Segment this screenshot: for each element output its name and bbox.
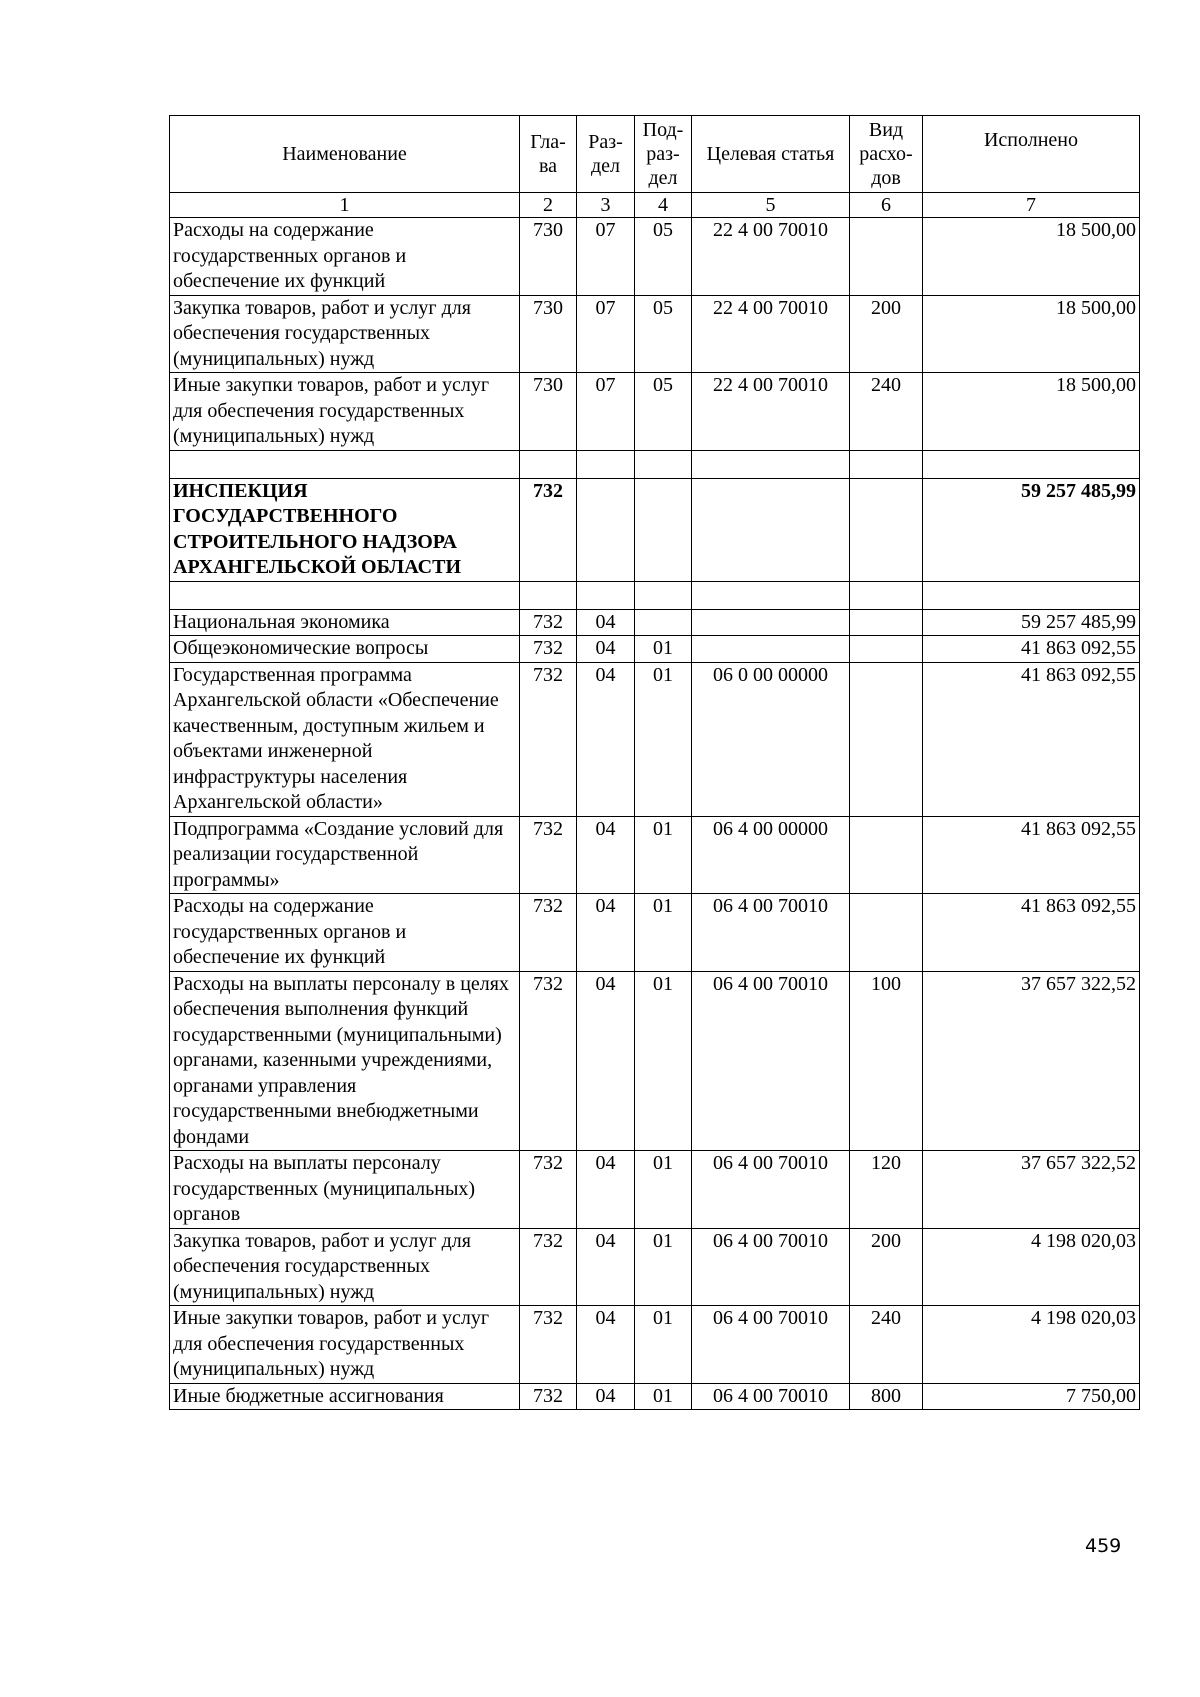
cell-name: Расходы на выплаты персоналу государственных (муниципальных) органов bbox=[170, 1151, 520, 1229]
cell-glava: 732 bbox=[520, 478, 577, 581]
cell-vid bbox=[850, 450, 923, 478]
cell-vid: 240 bbox=[850, 373, 923, 451]
cell-name: Расходы на выплаты персоналу в целях обеспечения выполнения функций государственными (муниципальными) органами, казенными учреждениями, органами управления государственными внебюджетными фондами bbox=[170, 971, 520, 1151]
cell-glava: 732 bbox=[520, 1151, 577, 1229]
cell-razdel: 07 bbox=[577, 218, 635, 296]
header-done: Исполнено bbox=[923, 116, 1140, 193]
cell-glava: 732 bbox=[520, 636, 577, 663]
cell-amount: 7 750,00 bbox=[923, 1383, 1140, 1410]
cell-podrazdel bbox=[635, 581, 692, 609]
header-target: Целевая статья bbox=[692, 116, 850, 193]
cell-podrazdel: 01 bbox=[635, 1228, 692, 1306]
table-row bbox=[170, 295, 1140, 373]
cell-amount: 37 657 322,52 bbox=[923, 1151, 1140, 1229]
blank-row bbox=[170, 581, 1140, 609]
cell-razdel: 04 bbox=[577, 1151, 635, 1229]
cell-glava: 732 bbox=[520, 816, 577, 894]
cell-razdel: 07 bbox=[577, 373, 635, 451]
cell-target: 06 0 00 00000 bbox=[692, 662, 850, 816]
cell-vid: 240 bbox=[850, 1306, 923, 1384]
table-row bbox=[170, 1228, 1140, 1306]
header-razdel: Раз- дел bbox=[577, 116, 635, 193]
cell-name: Государственная программа Архангельской области «Обеспечение качественным, доступным жильем и объектами инженерной инфраструктуры населения Архангельской области» bbox=[170, 662, 520, 816]
table-row bbox=[170, 816, 1140, 894]
cell-vid: 200 bbox=[850, 1228, 923, 1306]
cell-target: 06 4 00 70010 bbox=[692, 1228, 850, 1306]
cell-vid bbox=[850, 218, 923, 296]
cell-target: 06 4 00 70010 bbox=[692, 1306, 850, 1384]
cell-target: 22 4 00 70010 bbox=[692, 295, 850, 373]
cell-glava: 732 bbox=[520, 1228, 577, 1306]
cell-glava: 732 bbox=[520, 1383, 577, 1410]
cell-vid bbox=[850, 894, 923, 972]
cell-glava: 730 bbox=[520, 218, 577, 296]
column-number: 6 bbox=[850, 193, 923, 218]
cell-name: ИНСПЕКЦИЯ ГОСУДАРСТВЕННОГО СТРОИТЕЛЬНОГО НАДЗОРА АРХАНГЕЛЬСКОЙ ОБЛАСТИ bbox=[170, 478, 520, 581]
cell-target: 06 4 00 70010 bbox=[692, 1151, 850, 1229]
cell-podrazdel: 01 bbox=[635, 894, 692, 972]
cell-target: 22 4 00 70010 bbox=[692, 218, 850, 296]
cell-vid bbox=[850, 662, 923, 816]
cell-target: 06 4 00 00000 bbox=[692, 816, 850, 894]
cell-name bbox=[170, 450, 520, 478]
cell-name: Закупка товаров, работ и услуг для обеспечения государственных (муниципальных) нужд bbox=[170, 1228, 520, 1306]
cell-target bbox=[692, 450, 850, 478]
table-row bbox=[170, 478, 1140, 581]
cell-podrazdel: 01 bbox=[635, 662, 692, 816]
column-number: 1 bbox=[170, 193, 520, 218]
cell-podrazdel: 05 bbox=[635, 218, 692, 296]
cell-razdel: 07 bbox=[577, 295, 635, 373]
cell-podrazdel: 01 bbox=[635, 636, 692, 663]
cell-amount: 18 500,00 bbox=[923, 218, 1140, 296]
cell-amount bbox=[923, 581, 1140, 609]
cell-razdel: 04 bbox=[577, 662, 635, 816]
cell-amount: 59 257 485,99 bbox=[923, 478, 1140, 581]
cell-name: Иные закупки товаров, работ и услуг для обеспечения государственных (муниципальных) нужд bbox=[170, 373, 520, 451]
cell-razdel: 04 bbox=[577, 816, 635, 894]
cell-razdel bbox=[577, 478, 635, 581]
cell-vid bbox=[850, 636, 923, 663]
table-row bbox=[170, 609, 1140, 636]
column-number: 7 bbox=[923, 193, 1140, 218]
budget-table bbox=[169, 115, 1140, 1410]
cell-razdel bbox=[577, 450, 635, 478]
cell-name: Расходы на содержание государственных органов и обеспечение их функций bbox=[170, 894, 520, 972]
cell-razdel bbox=[577, 581, 635, 609]
cell-podrazdel: 05 bbox=[635, 295, 692, 373]
cell-amount: 4 198 020,03 bbox=[923, 1228, 1140, 1306]
cell-target bbox=[692, 636, 850, 663]
cell-vid bbox=[850, 609, 923, 636]
cell-razdel: 04 bbox=[577, 636, 635, 663]
header-vid: Вид расхо- дов bbox=[850, 116, 923, 193]
cell-podrazdel bbox=[635, 609, 692, 636]
column-number: 4 bbox=[635, 193, 692, 218]
header-glava: Гла- ва bbox=[520, 116, 577, 193]
header-row bbox=[170, 116, 1140, 193]
cell-razdel: 04 bbox=[577, 1228, 635, 1306]
cell-name: Подпрограмма «Создание условий для реализации государственной программы» bbox=[170, 816, 520, 894]
table-row bbox=[170, 373, 1140, 451]
cell-amount bbox=[923, 450, 1140, 478]
cell-amount: 59 257 485,99 bbox=[923, 609, 1140, 636]
cell-glava: 732 bbox=[520, 662, 577, 816]
cell-glava: 732 bbox=[520, 971, 577, 1151]
table-row bbox=[170, 662, 1140, 816]
cell-podrazdel: 05 bbox=[635, 373, 692, 451]
table-row bbox=[170, 636, 1140, 663]
cell-amount: 41 863 092,55 bbox=[923, 662, 1140, 816]
cell-amount: 41 863 092,55 bbox=[923, 894, 1140, 972]
cell-razdel: 04 bbox=[577, 1306, 635, 1384]
cell-podrazdel: 01 bbox=[635, 816, 692, 894]
cell-podrazdel bbox=[635, 478, 692, 581]
cell-vid: 200 bbox=[850, 295, 923, 373]
cell-vid bbox=[850, 478, 923, 581]
cell-target bbox=[692, 478, 850, 581]
cell-name: Иные закупки товаров, работ и услуг для обеспечения государственных (муниципальных) нужд bbox=[170, 1306, 520, 1384]
cell-vid bbox=[850, 581, 923, 609]
cell-glava bbox=[520, 450, 577, 478]
cell-amount: 4 198 020,03 bbox=[923, 1306, 1140, 1384]
cell-target: 06 4 00 70010 bbox=[692, 894, 850, 972]
cell-amount: 41 863 092,55 bbox=[923, 636, 1140, 663]
cell-glava: 732 bbox=[520, 609, 577, 636]
cell-glava: 732 bbox=[520, 1306, 577, 1384]
cell-razdel: 04 bbox=[577, 609, 635, 636]
cell-podrazdel: 01 bbox=[635, 971, 692, 1151]
cell-vid: 120 bbox=[850, 1151, 923, 1229]
cell-podrazdel: 01 bbox=[635, 1383, 692, 1410]
cell-amount: 37 657 322,52 bbox=[923, 971, 1140, 1151]
cell-target: 06 4 00 70010 bbox=[692, 1383, 850, 1410]
header-podrazdel: Под- раз- дел bbox=[635, 116, 692, 193]
cell-target: 22 4 00 70010 bbox=[692, 373, 850, 451]
cell-target: 06 4 00 70010 bbox=[692, 971, 850, 1151]
cell-name: Иные бюджетные ассигнования bbox=[170, 1383, 520, 1410]
cell-name: Общеэкономические вопросы bbox=[170, 636, 520, 663]
cell-glava: 730 bbox=[520, 373, 577, 451]
table-row bbox=[170, 971, 1140, 1151]
column-number: 5 bbox=[692, 193, 850, 218]
page-number: 459 bbox=[1085, 1535, 1122, 1557]
cell-name: Закупка товаров, работ и услуг для обеспечения государственных (муниципальных) нужд bbox=[170, 295, 520, 373]
cell-podrazdel: 01 bbox=[635, 1306, 692, 1384]
column-number: 3 bbox=[577, 193, 635, 218]
cell-podrazdel bbox=[635, 450, 692, 478]
blank-row bbox=[170, 450, 1140, 478]
table-row bbox=[170, 1306, 1140, 1384]
cell-target bbox=[692, 581, 850, 609]
cell-vid bbox=[850, 816, 923, 894]
cell-glava: 730 bbox=[520, 295, 577, 373]
cell-name: Расходы на содержание государственных органов и обеспечение их функций bbox=[170, 218, 520, 296]
cell-amount: 41 863 092,55 bbox=[923, 816, 1140, 894]
header-name: Наименование bbox=[170, 116, 520, 193]
table-row bbox=[170, 1151, 1140, 1229]
cell-amount: 18 500,00 bbox=[923, 295, 1140, 373]
cell-vid: 800 bbox=[850, 1383, 923, 1410]
cell-vid: 100 bbox=[850, 971, 923, 1151]
cell-target bbox=[692, 609, 850, 636]
column-number-row bbox=[170, 193, 1140, 218]
table-row bbox=[170, 894, 1140, 972]
table-row bbox=[170, 218, 1140, 296]
cell-amount: 18 500,00 bbox=[923, 373, 1140, 451]
cell-razdel: 04 bbox=[577, 1383, 635, 1410]
column-number: 2 bbox=[520, 193, 577, 218]
cell-name bbox=[170, 581, 520, 609]
cell-glava: 732 bbox=[520, 894, 577, 972]
cell-name: Национальная экономика bbox=[170, 609, 520, 636]
cell-podrazdel: 01 bbox=[635, 1151, 692, 1229]
cell-glava bbox=[520, 581, 577, 609]
table-row bbox=[170, 1383, 1140, 1410]
cell-razdel: 04 bbox=[577, 971, 635, 1151]
cell-razdel: 04 bbox=[577, 894, 635, 972]
table-body bbox=[170, 218, 1140, 1410]
